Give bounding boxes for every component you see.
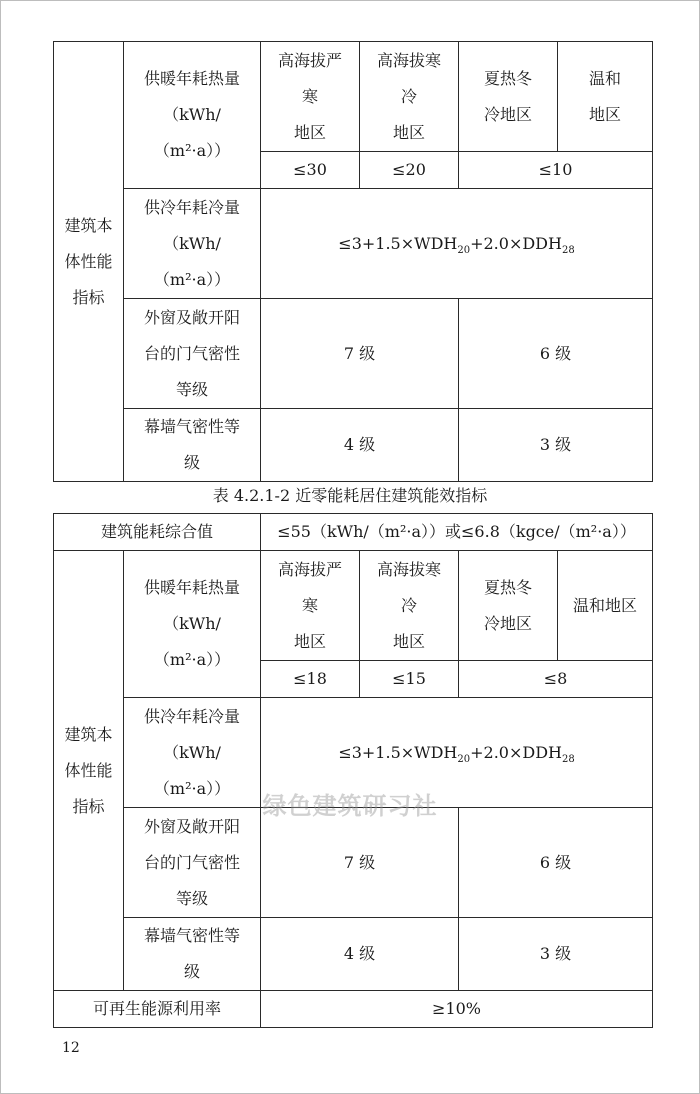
table-caption: 表 4.2.1-2 近零能耗居住建筑能效指标 — [212, 486, 488, 505]
heating-value-1: ≤18 — [261, 661, 360, 698]
zone-mild: 温和 地区 — [558, 42, 653, 152]
zone-high-altitude-severe-cold: 高海拔严 寒 地区 — [261, 42, 360, 152]
heating-value-3: ≤8 — [459, 661, 653, 698]
window-value-2: 6 级 — [459, 808, 653, 918]
curtain-wall-label: 幕墙气密性等 级 — [124, 409, 261, 482]
heating-value-3: ≤10 — [459, 152, 653, 189]
watermark: 绿色建筑研习社 — [262, 791, 438, 820]
window-airtightness-label: 外窗及敞开阳 台的门气密性 等级 — [124, 299, 261, 409]
zone-high-altitude-cold: 高海拔寒 冷 地区 — [360, 42, 459, 152]
heating-value-1: ≤30 — [261, 152, 360, 189]
renewable-label: 可再生能源利用率 — [54, 991, 261, 1028]
zone-hot-summer-cold-winter: 夏热冬 冷地区 — [459, 42, 558, 152]
table-residential-energy-efficiency — [53, 513, 653, 1028]
table-building-performance-continued — [53, 41, 653, 482]
page-number: 12 — [62, 1040, 80, 1056]
cooling-formula: $\le 3+1.5\times WDH_{20}+2.0\times DDH_{28}$ — [261, 698, 653, 808]
zone-hot-summer-cold-winter: 夏热冬 冷地区 — [459, 551, 558, 661]
zone-high-altitude-cold: 高海拔寒 冷 地区 — [360, 551, 459, 661]
zone-high-altitude-severe-cold: 高海拔严 寒 地区 — [261, 551, 360, 661]
cooling-formula: $\le 3+1.5\times WDH_{20}+2.0\times DDH_{28}$ — [261, 189, 653, 299]
cooling-label: 供冷年耗冷量 （kWh/ （m²·a）） — [124, 189, 261, 299]
heating-value-2: ≤20 — [360, 152, 459, 189]
heating-label: 供暖年耗热量 （kWh/ （m²·a）） — [124, 551, 261, 698]
window-airtightness-label: 外窗及敞开阳 台的门气密性 等级 — [124, 808, 261, 918]
heating-value-2: ≤15 — [360, 661, 459, 698]
group-label: 建筑本 体性能 指标 — [54, 551, 124, 991]
curtain-wall-label: 幕墙气密性等 级 — [124, 918, 261, 991]
window-value-1: 7 级 — [261, 808, 459, 918]
comprehensive-value: ≤55（kWh/（m²·a））或≤6.8（kgce/（m²·a）） — [261, 514, 653, 551]
heating-label: 供暖年耗热量 （kWh/ （m²·a）） — [124, 42, 261, 189]
curtain-value-2: 3 级 — [459, 918, 653, 991]
curtain-value-1: 4 级 — [261, 409, 459, 482]
group-label: 建筑本 体性能 指标 — [54, 42, 124, 482]
comprehensive-label: 建筑能耗综合值 — [54, 514, 261, 551]
window-value-1: 7 级 — [261, 299, 459, 409]
renewable-value: ≥10% — [261, 991, 653, 1028]
cooling-label: 供冷年耗冷量 （kWh/ （m²·a）） — [124, 698, 261, 808]
window-value-2: 6 级 — [459, 299, 653, 409]
curtain-value-2: 3 级 — [459, 409, 653, 482]
zone-mild: 温和地区 — [558, 551, 653, 661]
curtain-value-1: 4 级 — [261, 918, 459, 991]
